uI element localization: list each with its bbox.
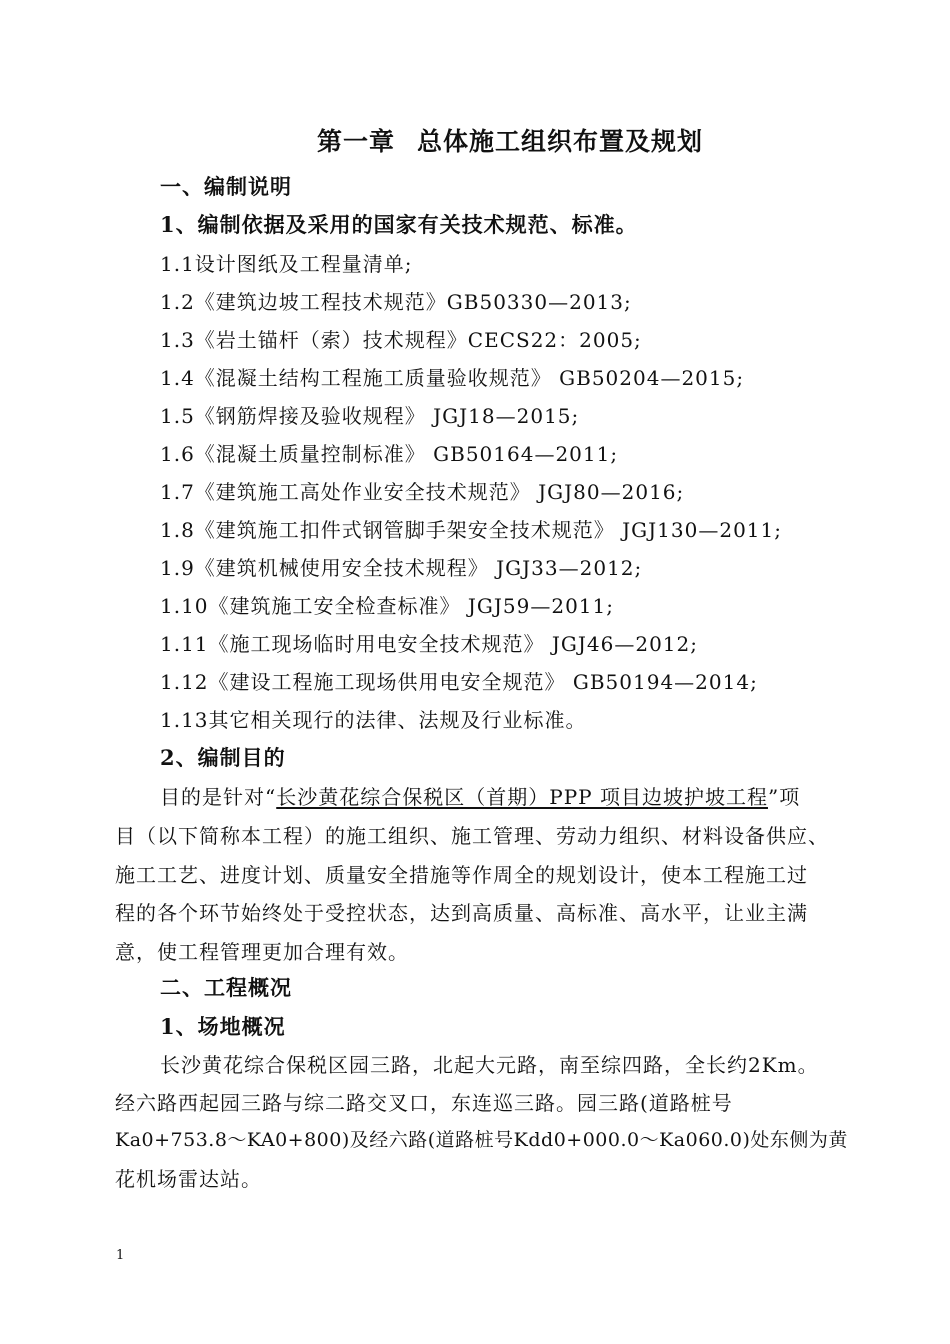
purpose-lead-tail: ”项 bbox=[767, 785, 801, 809]
page-number: 1 bbox=[116, 1248, 125, 1263]
basis-item: 1.9《建筑机械使用安全技术规程》 JGJ33—2012; bbox=[160, 556, 643, 580]
purpose-line: 意，使工程管理更加合理有效。 bbox=[115, 940, 409, 964]
subsection-heading-purpose: 2、编制目的 bbox=[160, 745, 286, 770]
basis-item: 1.1设计图纸及工程量清单; bbox=[160, 252, 413, 276]
subsection-heading-site: 1、场地概况 bbox=[160, 1014, 286, 1039]
purpose-lead: 目的是针对“ bbox=[160, 785, 277, 809]
site-line: 长沙黄花综合保税区园三路，北起大元路，南至综四路，全长约2Km。 bbox=[160, 1053, 819, 1077]
project-name: 长沙黄花综合保税区（首期）PPP 项目边坡护坡工程 bbox=[276, 785, 768, 809]
basis-item: 1.4《混凝土结构工程施工质量验收规范》 GB50204—2015; bbox=[160, 366, 745, 390]
basis-item: 1.6《混凝土质量控制标准》 GB50164—2011; bbox=[160, 442, 619, 466]
purpose-first-line bbox=[160, 781, 800, 810]
purpose-line: 施工工艺、进度计划、质量安全措施等作周全的规划设计，使本工程施工过 bbox=[115, 863, 808, 887]
basis-item: 1.5《钢筋焊接及验收规程》 JGJ18—2015; bbox=[160, 404, 580, 428]
purpose-line: 目（以下简称本工程）的施工组织、施工管理、劳动力组织、材料设备供应、 bbox=[115, 824, 829, 848]
basis-item: 1.10《建筑施工安全检查标准》 JGJ59—2011; bbox=[160, 594, 614, 618]
site-line: 花机场雷达站。 bbox=[115, 1167, 262, 1191]
basis-item: 1.2《建筑边坡工程技术规范》GB50330—2013; bbox=[160, 290, 632, 314]
basis-item: 1.3《岩土锚杆（索）技术规程》CECS22：2005; bbox=[160, 328, 642, 352]
basis-item: 1.13其它相关现行的法律、法规及行业标准。 bbox=[160, 708, 587, 732]
purpose-line: 程的各个环节始终处于受控状态，达到高质量、高标准、高水平，让业主满 bbox=[115, 901, 808, 925]
section-heading-2: 二、工程概况 bbox=[160, 975, 292, 1000]
site-line: 经六路西起园三路与综二路交叉口，东连巡三路。园三路(道路桩号 bbox=[115, 1091, 733, 1115]
basis-item: 1.12《建设工程施工现场供用电安全规范》 GB50194—2014; bbox=[160, 670, 758, 694]
chapter-number: 第一章 bbox=[316, 127, 395, 156]
basis-item: 1.11《施工现场临时用电安全技术规范》 JGJ46—2012; bbox=[160, 632, 698, 656]
section-heading-1: 一、编制说明 bbox=[160, 174, 292, 199]
basis-item: 1.8《建筑施工扣件式钢管脚手架安全技术规范》 JGJ130—2011; bbox=[160, 518, 782, 542]
chapter-title bbox=[0, 122, 950, 158]
chapter-name: 总体施工组织布置及规划 bbox=[417, 127, 704, 156]
basis-item: 1.7《建筑施工高处作业安全技术规范》 JGJ80—2016; bbox=[160, 480, 685, 504]
site-line: Ka0+753.8～KA0+800)及经六路(道路桩号Kdd0+000.0～Ka060.0)处东侧为黄 bbox=[115, 1129, 848, 1151]
subsection-heading-basis: 1、编制依据及采用的国家有关技术规范、标准。 bbox=[160, 212, 638, 237]
